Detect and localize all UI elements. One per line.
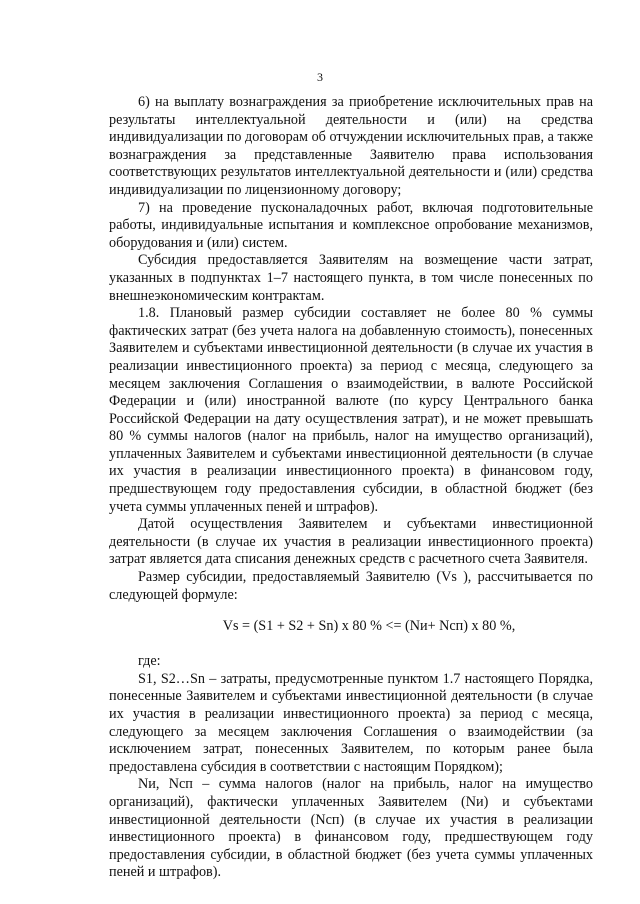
paragraph-formula-intro: Размер субсидии, предоставляемый Заявителю (Vs ), рассчитывается по следующей формуле: xyxy=(109,569,593,603)
definition-n: Nи, Nсп – сумма налогов (налог на прибыль, налог на имущество организаций), фактически уплаченных Заявителем (Nи) и субъектами инвестиционной деятельности (Nсп) (в случае их участия в реализации инвестиционного проекта) в финансовом году, предшествующем году предоставления субсидии, в областной бюджет (без учета суммы уплаченных пеней и штрафов). xyxy=(109,776,593,881)
definition-s: S1, S2…Sn – затраты, предусмотренные пунктом 1.7 настоящего Порядка, понесенные Заявителем и субъектами инвестиционной деятельности (в случае их участия в реализации инвестиционного проекта) за период с месяца, следующего за месяцем заключения Соглашения о взаимодействии (за исключением затрат, понесенных Заявителем, по которым ранее была предоставлена субсидия в соответствии с настоящим Порядком); xyxy=(109,670,593,775)
where-label: где: xyxy=(138,653,161,670)
subsidy-formula: Vs = (S1 + S2 + Sn) x 80 % <= (Nи+ Nсп) x 80 %, xyxy=(222,618,516,635)
page-number: 3 xyxy=(317,70,323,84)
paragraph-1-8: 1.8. Плановый размер субсидии составляет не более 80 % суммы фактических затрат (без учета налога на добавленную стоимость), понесенных Заявителем и субъектами инвестиционной деятельности (в случае их участия в реализации инвестиционного проекта) за период с месяца, следующего за месяцем заключения Соглашения о взаимодействии, в валюте Российской Федерации и (или) иностранной валюте (по курсу Центрального банка Российской Федерации на дату осуществления затрат), и не может превышать 80 % суммы налогов (налог на прибыль, налог на имущество организаций), уплаченных Заявителем и субъектами инвестиционной деятельности (в случае их участия в реализации инвестиционного проекта) в финансовом году, предшествующем году предоставления субсидии, в областной бюджет (без учета суммы уплаченных пеней и штрафов). xyxy=(109,305,593,515)
document-body xyxy=(109,94,593,882)
paragraph-subsidy-purpose: Субсидия предоставляется Заявителям на возмещение части затрат, указанных в подпунктах 1–7 настоящего пункта, в том числе понесенных по внешнеэкономическим контрактам. xyxy=(109,252,593,304)
paragraph-expense-date: Датой осуществления Заявителем и субъектами инвестиционной деятельности (в случае их участия в реализации инвестиционного проекта) затрат является дата списания денежных средств с расчетного счета Заявителя. xyxy=(109,516,593,568)
paragraph-item-6: 6) на выплату вознаграждения за приобретение исключительных прав на результаты интеллектуальной деятельности и (или) на средства индивидуализации по договорам об отчуждении исключительных прав, а также вознаграждения за представленные Заявителю права использования соответствующих результатов интеллектуальной деятельности и (или) средства индивидуализации по лицензионному договору; xyxy=(109,94,593,198)
paragraph-item-7: 7) на проведение пусконаладочных работ, включая подготовительные работы, индивидуальные испытания и комплексное опробование механизмов, оборудования и (или) систем. xyxy=(109,199,593,251)
